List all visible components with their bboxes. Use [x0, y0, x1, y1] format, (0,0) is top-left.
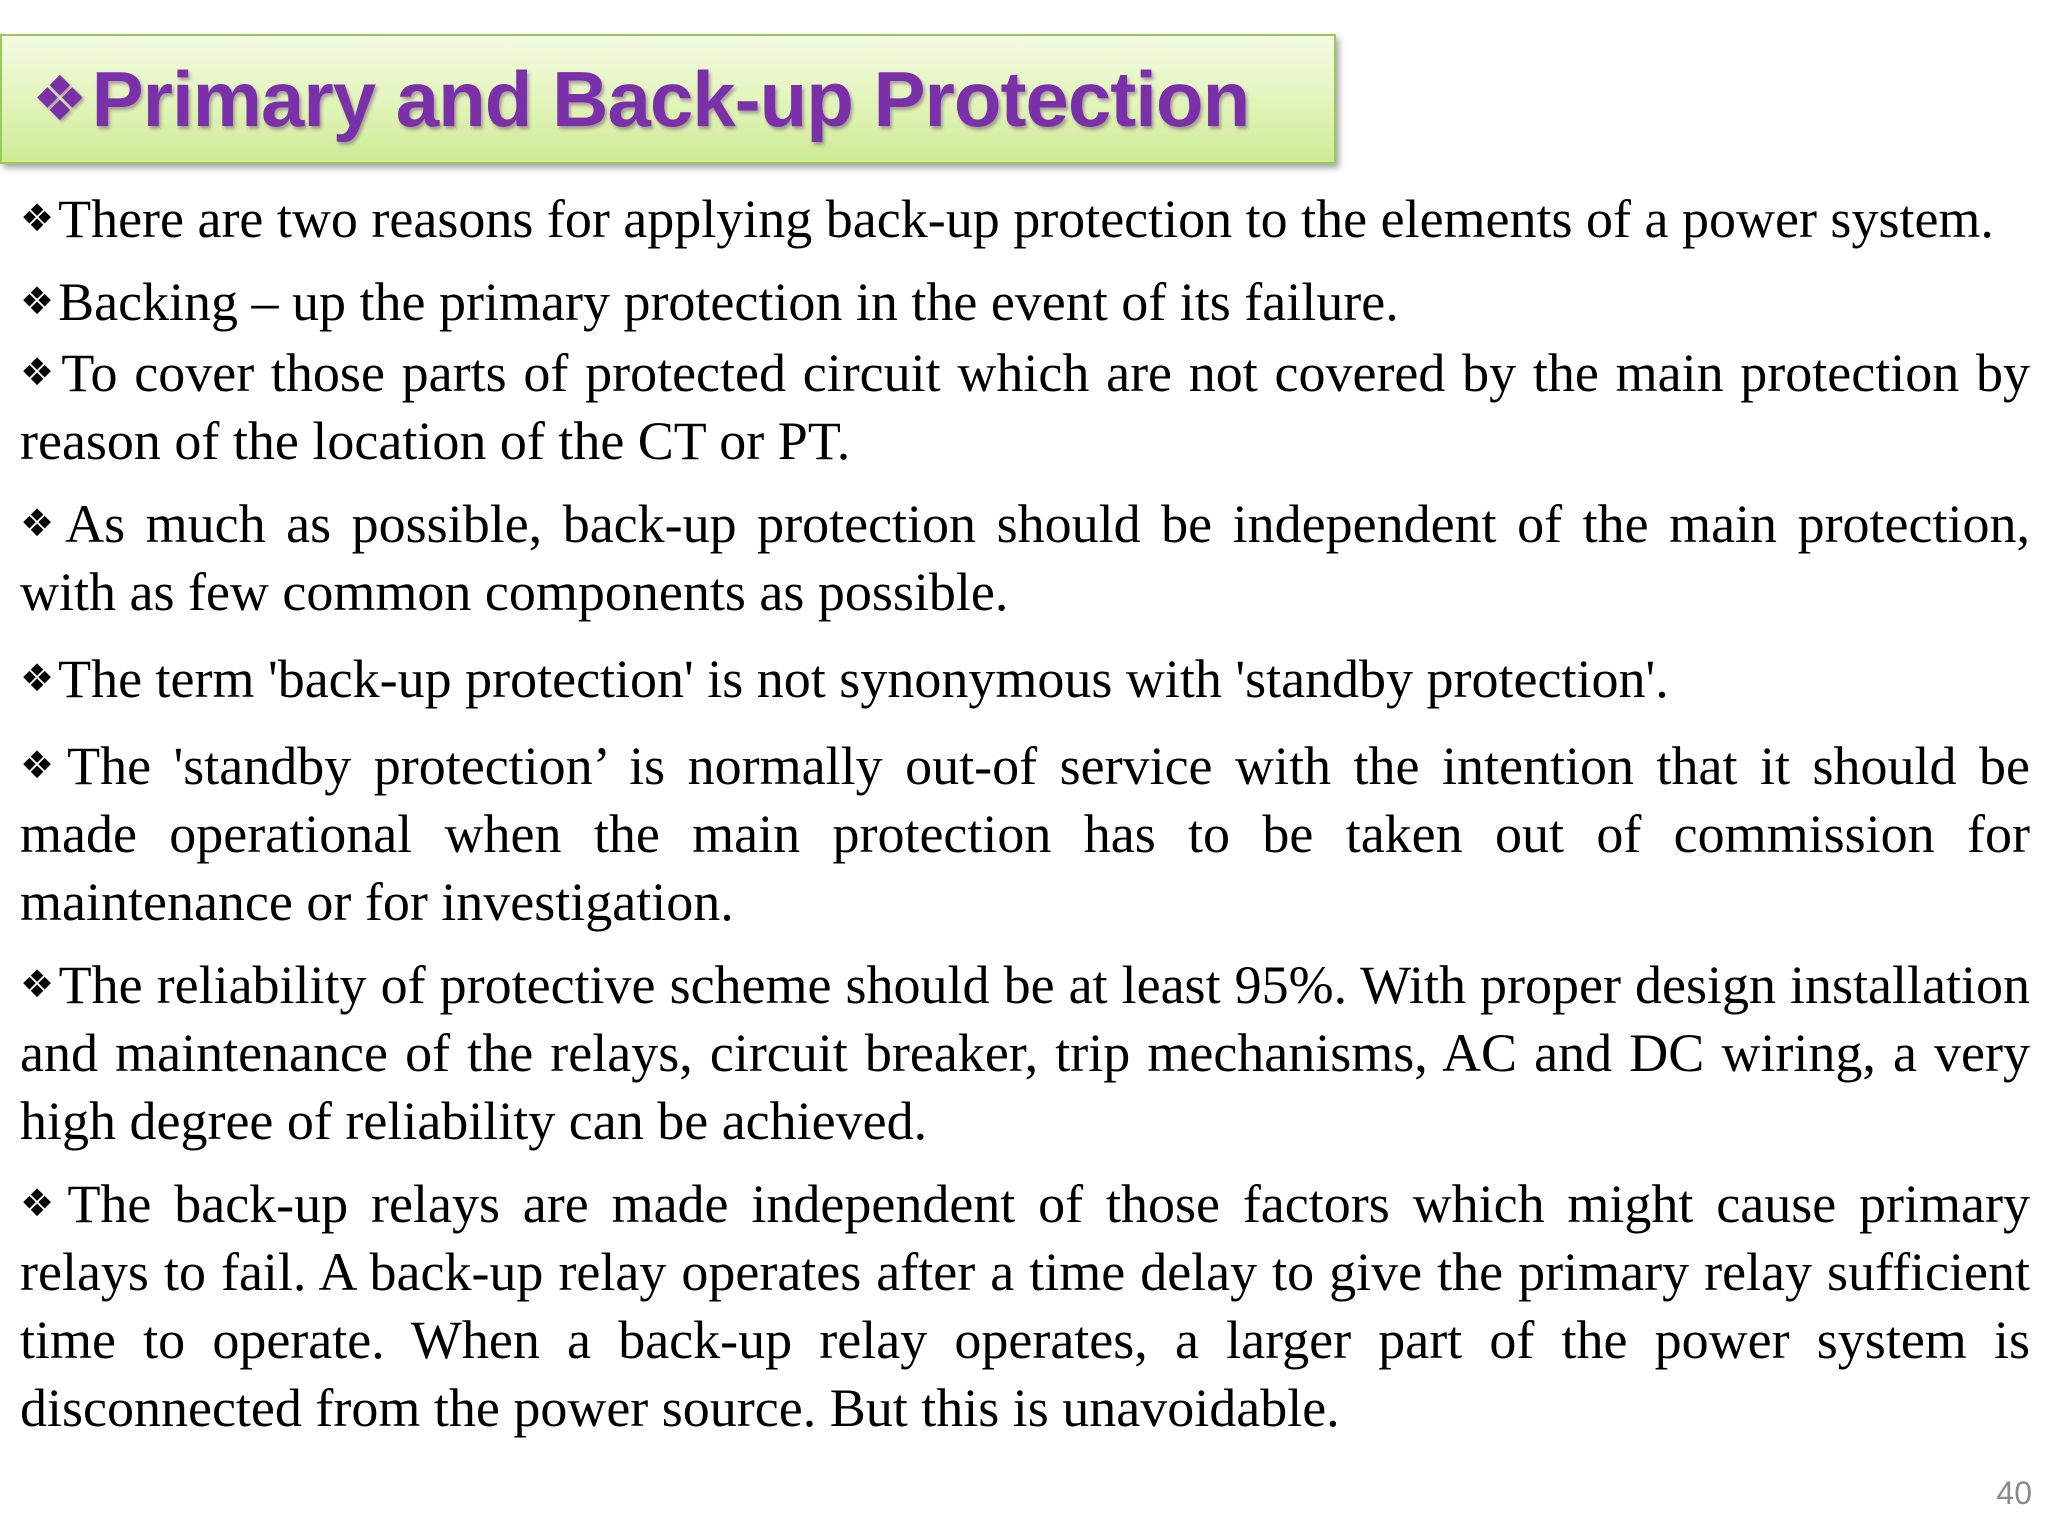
diamond-quad-icon: ❖ — [20, 962, 55, 1006]
bullet-text: The 'standby protection’ is normally out-of service with the intention that it should be made operational when the main protection has to be taken out of commission for maintenance or for investigation. — [20, 736, 2030, 932]
bullet-text: The reliability of protective scheme should be at least 95%. With proper design installation and maintenance of the relays, circuit breaker, trip mechanisms, AC and DC wiring, a very high degree of reliability can be achieved. — [20, 955, 2030, 1151]
bullet-item — [20, 731, 2030, 936]
bullet-item — [20, 644, 2030, 713]
bullet-item — [20, 338, 2030, 475]
bullet-item — [20, 267, 2030, 336]
diamond-quad-icon: ❖ — [20, 279, 55, 323]
diamond-quad-icon: ❖ — [20, 196, 55, 240]
bullet-item — [20, 489, 2030, 626]
bullet-text: The term 'back-up protection' is not synonymous with 'standby protection'. — [58, 649, 1669, 709]
bullet-list — [20, 184, 2030, 1442]
bullet-text: Backing – up the primary protection in the event of its failure. — [58, 272, 1399, 332]
bullet-text: There are two reasons for applying back-up protection to the elements of a power system. — [58, 189, 1994, 249]
diamond-quad-icon: ❖ — [20, 656, 55, 700]
bullet-item — [20, 1169, 2030, 1442]
bullet-text: To cover those parts of protected circuit which are not covered by the main protection by reason of the location of the CT or PT. — [20, 343, 2030, 471]
page-number: 40 — [1996, 1475, 2032, 1511]
diamond-quad-icon: ❖ — [20, 743, 64, 787]
bullet-text: The back-up relays are made independent of those factors which might cause primary relays to fail. A back-up relay operates after a time delay to give the primary relay sufficient time to operate. When a back-up relay operates, a larger part of the power system is disconnected from the power source. But this is unavoidable. — [20, 1174, 2030, 1438]
diamond-quad-icon: ❖ — [20, 350, 58, 394]
slide-title: Primary and Back-up Protection — [91, 54, 1250, 143]
diamond-quad-icon: ❖ — [32, 62, 88, 135]
diamond-quad-icon: ❖ — [20, 501, 62, 545]
bullet-item — [20, 950, 2030, 1155]
bullet-text: As much as possible, back-up protection should be independent of the main protection, with as few common components as possible. — [20, 494, 2031, 622]
slide-title-banner — [0, 34, 1336, 164]
bullet-item — [20, 184, 2030, 253]
diamond-quad-icon: ❖ — [20, 1181, 64, 1225]
